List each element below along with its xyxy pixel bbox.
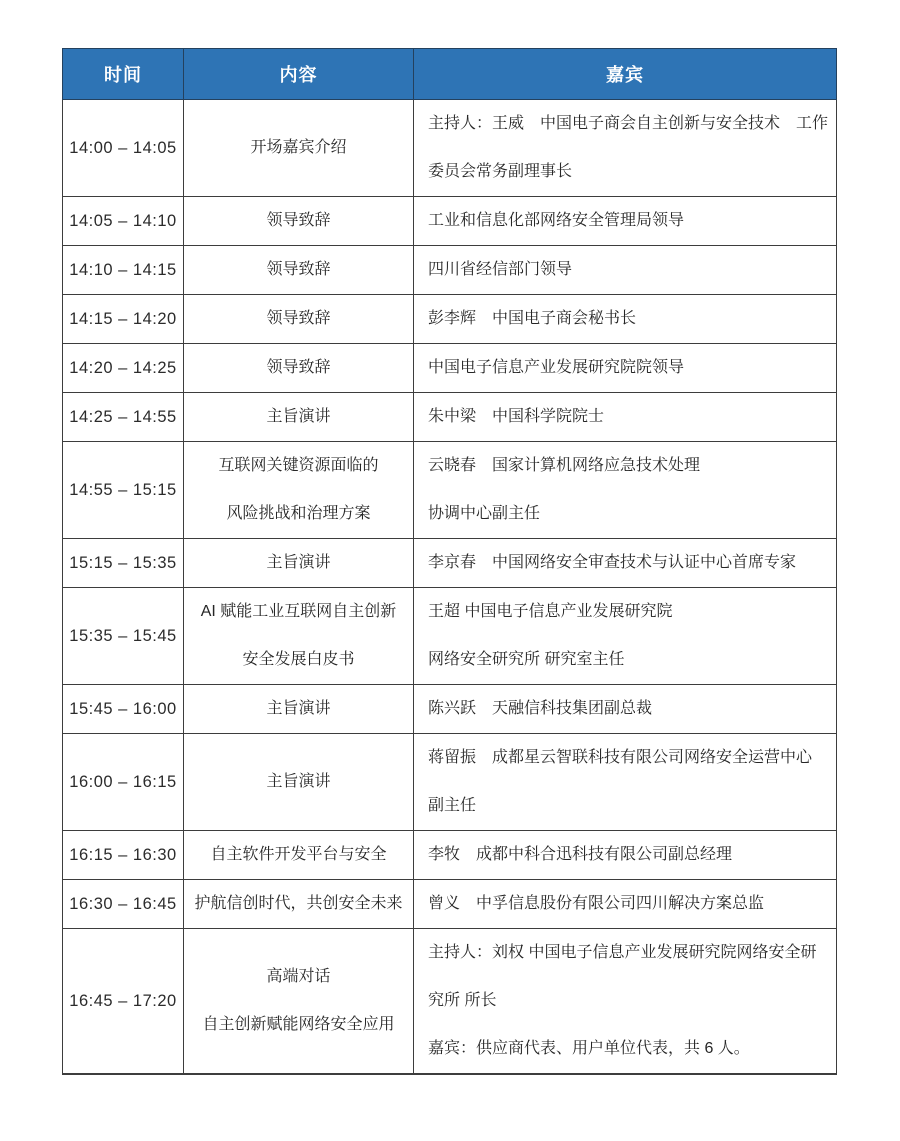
cell-line: 开场嘉宾介绍 [250,139,347,156]
content-cell [184,344,414,393]
cell-line: 中国电子信息产业发展研究院院领导 [428,359,685,376]
content-cell [184,588,414,685]
cell-line: 主旨演讲 [266,408,331,425]
guest-cell [414,685,837,734]
table-row [63,393,837,442]
table-row [63,831,837,880]
guest-cell [414,831,837,880]
agenda-container [62,48,836,1075]
cell-line: 15:15 – 15:35 [69,554,177,572]
guest-cell [414,197,837,246]
time-cell [63,442,184,539]
cell-line: 14:15 – 14:20 [69,310,177,328]
cell-line: 15:35 – 15:45 [69,627,177,645]
cell-line: 主持人：刘权 中国电子信息产业发展研究院网络安全研 [428,944,817,961]
time-cell [63,295,184,344]
guest-cell [414,246,837,295]
guest-cell [414,734,837,831]
table-row [63,734,837,831]
cell-line: 14:00 – 14:05 [69,139,177,157]
cell-line: 16:15 – 16:30 [69,846,177,864]
cell-line: 蒋留振 成都星云智联科技有限公司网络安全运营中心 [428,749,813,766]
cell-line: 主旨演讲 [266,554,331,571]
cell-line: 主持人：王威 中国电子商会自主创新与安全技术 工作 [428,115,829,132]
cell-line: 16:45 – 17:20 [69,992,177,1010]
time-cell [63,880,184,929]
time-cell [63,344,184,393]
table-row [63,295,837,344]
cell-line: 李京春 中国网络安全审查技术与认证中心首席专家 [428,554,797,571]
cell-line: 李牧 成都中科合迅科技有限公司副总经理 [428,846,733,863]
cell-line: 护航信创时代，共创安全未来 [194,895,403,912]
time-cell [63,100,184,197]
column-header-time: 时间 [63,49,184,100]
cell-line: 领导致辞 [266,310,331,327]
time-cell [63,393,184,442]
time-cell [63,197,184,246]
cell-line: 14:05 – 14:10 [69,212,177,230]
cell-line: 14:25 – 14:55 [69,408,177,426]
cell-line: 高端对话 [266,968,331,985]
table-row [63,588,837,685]
content-cell [184,880,414,929]
cell-line: 主旨演讲 [266,773,331,790]
table-row [63,246,837,295]
cell-line: AI 赋能工业互联网自主创新 [200,603,397,620]
content-cell [184,295,414,344]
guest-cell [414,344,837,393]
cell-line: 彭李辉 中国电子商会秘书长 [428,310,637,327]
time-cell [63,246,184,295]
table-row [63,344,837,393]
column-header-content: 内容 [184,49,414,100]
content-cell [184,100,414,197]
content-cell [184,734,414,831]
guest-cell [414,295,837,344]
content-cell [184,831,414,880]
time-cell [63,588,184,685]
content-cell [184,246,414,295]
cell-line: 委员会常务副理事长 [428,163,573,180]
content-cell [184,442,414,539]
time-cell [63,539,184,588]
time-cell [63,831,184,880]
cell-line: 工业和信息化部网络安全管理局领导 [428,212,685,229]
cell-line: 领导致辞 [266,359,331,376]
cell-line: 协调中心副主任 [428,505,541,522]
time-cell [63,685,184,734]
guest-cell [414,880,837,929]
cell-line: 究所 所长 [428,992,497,1009]
table-row [63,442,837,539]
column-header-guest: 嘉宾 [414,49,837,100]
table-row [63,197,837,246]
cell-line: 16:00 – 16:15 [69,773,177,791]
cell-line: 领导致辞 [266,261,331,278]
cell-line: 副主任 [428,797,477,814]
guest-cell [414,100,837,197]
cell-line: 14:55 – 15:15 [69,481,177,499]
table-row [63,539,837,588]
cell-line: 互联网关键资源面临的 [218,457,379,474]
cell-line: 王超 中国电子信息产业发展研究院 [428,603,673,620]
cell-line: 朱中梁 中国科学院院士 [428,408,605,425]
agenda-table [62,48,837,1075]
content-cell [184,929,414,1075]
guest-cell [414,588,837,685]
content-cell [184,197,414,246]
table-row [63,880,837,929]
content-cell [184,539,414,588]
cell-line: 15:45 – 16:00 [69,700,177,718]
time-cell [63,734,184,831]
guest-cell [414,393,837,442]
cell-line: 16:30 – 16:45 [69,895,177,913]
cell-line: 领导致辞 [266,212,331,229]
table-row [63,100,837,197]
content-cell [184,685,414,734]
guest-cell [414,539,837,588]
table-row [63,685,837,734]
content-cell [184,393,414,442]
cell-line: 主旨演讲 [266,700,331,717]
cell-line: 嘉宾：供应商代表、用户单位代表，共 6 人。 [428,1040,750,1057]
cell-line: 自主创新赋能网络安全应用 [202,1016,395,1033]
cell-line: 安全发展白皮书 [242,651,355,668]
guest-cell [414,442,837,539]
cell-line: 自主软件开发平台与安全 [210,846,387,863]
cell-line: 曾义 中孚信息股份有限公司四川解决方案总监 [428,895,765,912]
cell-line: 网络安全研究所 研究室主任 [428,651,625,668]
cell-line: 四川省经信部门领导 [428,261,573,278]
cell-line: 14:20 – 14:25 [69,359,177,377]
time-cell [63,929,184,1075]
guest-cell [414,929,837,1075]
table-row [63,929,837,1075]
cell-line: 风险挑战和治理方案 [226,505,371,522]
table-header-row [63,49,837,100]
cell-line: 云晓春 国家计算机网络应急技术处理 [428,457,701,474]
cell-line: 陈兴跃 天融信科技集团副总裁 [428,700,653,717]
cell-line: 14:10 – 14:15 [69,261,177,279]
